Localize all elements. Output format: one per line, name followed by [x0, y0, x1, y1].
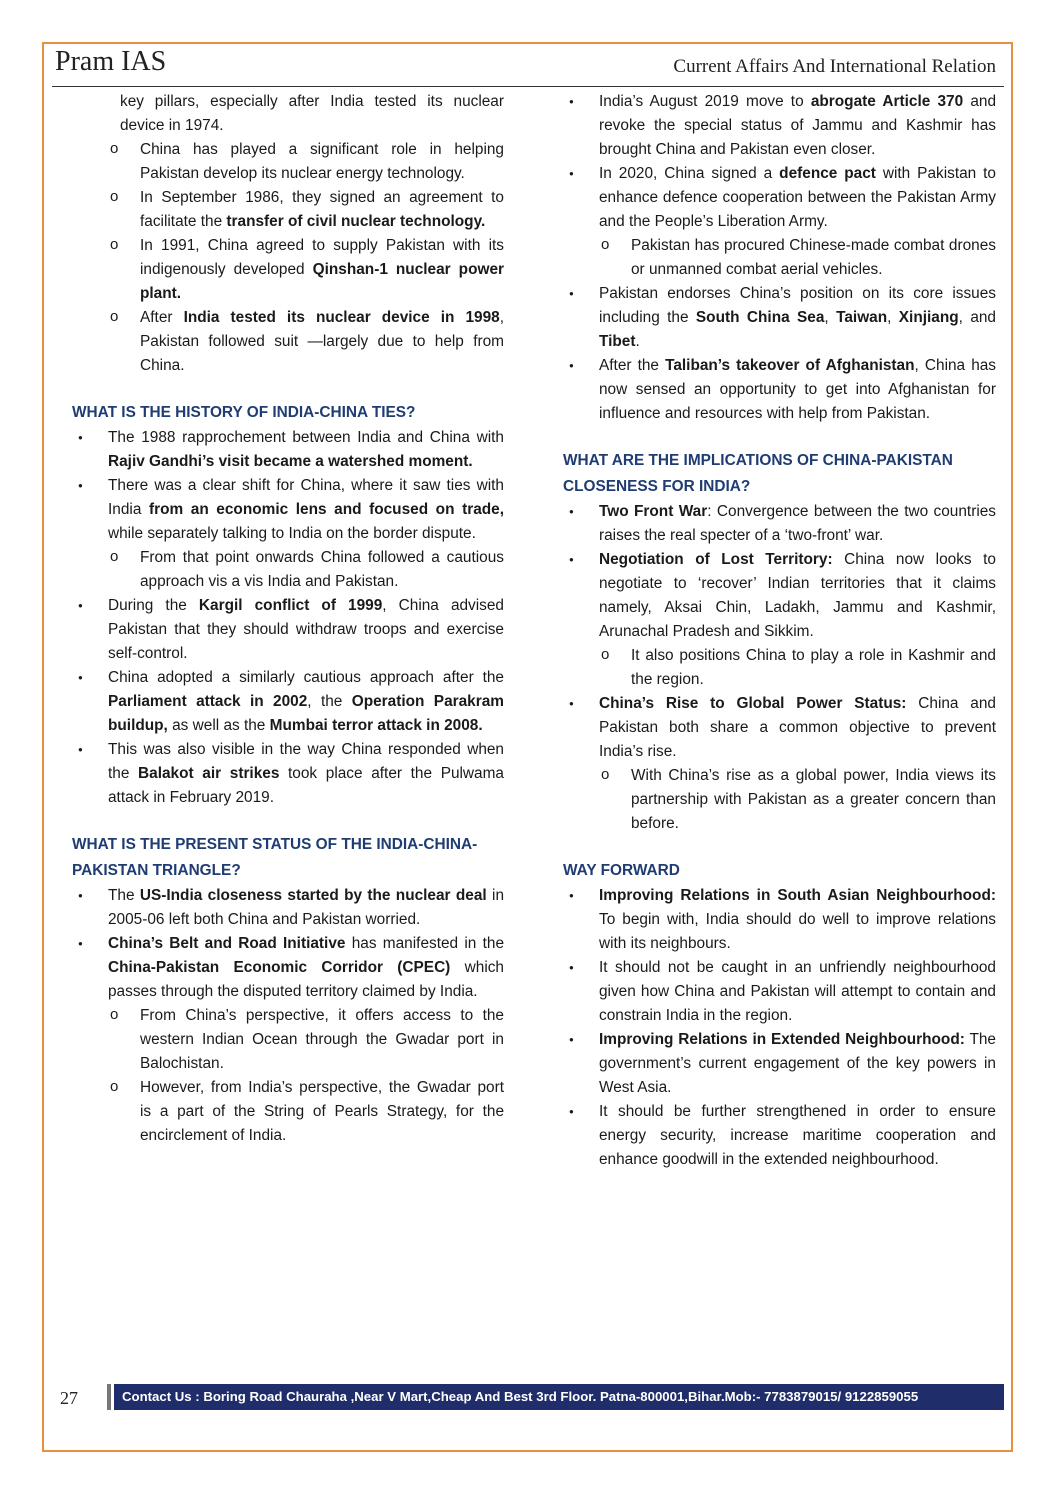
- list-item-continued: [72, 90, 504, 138]
- bold-text: Rajiv Gandhi’s visit became a watershed moment.: [108, 453, 473, 470]
- bullet-item: [563, 1100, 996, 1172]
- text: To begin with, India should do well to improve relations with its neighbours.: [599, 911, 996, 952]
- text: with Pakistan to enhance defence cooperation between the Pakistan Army and the People’s Liberation Army.: [599, 165, 996, 230]
- bullet-item: [72, 594, 504, 666]
- text: The: [108, 887, 140, 904]
- continued-text: key pillars, especially after India tested its nuclear device in 1974.: [120, 93, 504, 134]
- page-number: 27: [60, 1388, 78, 1408]
- text: , China advised Pakistan that they should withdraw troops and exercise self-control.: [108, 597, 504, 662]
- bullet-item: [72, 474, 504, 546]
- text: The government’s current engagement of the key powers in West Asia.: [599, 1031, 996, 1096]
- spacer: [563, 426, 996, 448]
- contact-bar: Contact Us : Boring Road Chauraha ,Near V Mart,Cheap And Best 3rd Floor. Patna-800001,Bihar.Mob:- 7783879015/ 9122859055: [114, 1384, 1004, 1410]
- text: In 1991, China agreed to supply Pakistan with its indigenously developed: [140, 237, 504, 278]
- text: : Convergence between the two countries raises the real specter of a ‘two-front’ war.: [599, 503, 996, 544]
- text: Pakistan endorses China’s position on its core issues including the: [599, 285, 996, 326]
- bullet-item: [563, 956, 996, 1028]
- bold-text: India tested its nuclear device in 1998: [183, 309, 500, 326]
- text: , China has now sensed an opportunity to get into Afghanistan for influence and resources with help from Pakistan.: [599, 357, 997, 422]
- sub-bullet: [563, 764, 996, 836]
- text: in 2005-06 left both China and Pakistan worried.: [108, 887, 505, 928]
- text: There was a clear shift for China, where it saw ties with India: [108, 477, 504, 518]
- bold-text: Taiwan: [836, 309, 888, 326]
- bold-text: from an economic lens and focused on trade,: [148, 501, 504, 518]
- text: has manifested in the: [345, 935, 504, 952]
- spacer: [563, 836, 996, 858]
- section-heading-history: WHAT IS THE HISTORY OF INDIA-CHINA TIES?: [72, 404, 416, 421]
- bold-text: Improving Relations in South Asian Neighbourhood:: [599, 887, 996, 904]
- bullet-item: [72, 884, 504, 932]
- sub-bullet: [563, 644, 996, 692]
- bold-text: Xinjiang: [898, 309, 959, 326]
- bold-text: Operation Parakram buildup,: [108, 693, 504, 734]
- bullet-item: [563, 90, 996, 162]
- footer-divider: [107, 1384, 111, 1410]
- bullet-item: [563, 500, 996, 548]
- spacer: [72, 378, 504, 400]
- sub-bullet: [72, 234, 504, 306]
- text: China adopted a similarly cautious approach after the: [108, 669, 504, 686]
- section-heading-present-status: WHAT IS THE PRESENT STATUS OF THE INDIA-CHINA-PAKISTAN TRIANGLE?: [72, 836, 478, 879]
- bold-text: Two Front War: [599, 503, 708, 520]
- bold-text: Kargil conflict of 1999: [198, 597, 383, 614]
- bullet-item: [72, 426, 504, 474]
- text: During the: [108, 597, 199, 614]
- text: , the: [307, 693, 352, 710]
- text: In 2020, China signed a: [599, 165, 780, 182]
- right-column: [563, 90, 996, 1172]
- text: After the: [599, 357, 666, 374]
- left-column: [72, 90, 504, 1148]
- bullet-item: [72, 738, 504, 810]
- bold-text: Improving Relations in Extended Neighbourhood:: [599, 1031, 965, 1048]
- bold-text: China-Pakistan Economic Corridor (CPEC): [108, 959, 451, 976]
- text: India’s August 2019 move to: [599, 93, 811, 110]
- sub-bullet: [72, 1004, 504, 1076]
- text: However, from India’s perspective, the Gwadar port is a part of the String of Pearls Strategy, for the encirclement of India.: [140, 1079, 504, 1144]
- bold-text: transfer of civil nuclear technology.: [226, 213, 486, 230]
- text: The 1988 rapprochement between India and China with: [108, 429, 504, 446]
- bullet-item: [563, 162, 996, 234]
- bullet-item: [563, 692, 996, 764]
- text: while separately talking to India on the border dispute.: [108, 525, 476, 542]
- bold-text: China’s Rise to Global Power Status:: [599, 695, 907, 712]
- bold-text: Mumbai terror attack in 2008.: [269, 717, 483, 734]
- text: From that point onwards China followed a cautious approach vis a vis India and Pakistan.: [140, 549, 504, 590]
- bold-text: defence pact: [779, 165, 876, 182]
- text: and revoke the special status of Jammu and Kashmir has brought China and Pakistan even closer.: [599, 93, 996, 158]
- sub-bullet: [72, 1076, 504, 1148]
- sub-bullet: [72, 306, 504, 378]
- text: , and: [958, 309, 996, 326]
- text: China now looks to negotiate to ‘recover’ Indian territories that it claims namely, Aksai Chin, Ladakh, Jammu and Kashmir, Arunachal Pradesh and Sikkim.: [599, 551, 996, 640]
- text: From China’s perspective, it offers access to the western Indian Ocean through the Gwadar port in Balochistan.: [140, 1007, 504, 1072]
- bold-text: South China Sea: [695, 309, 825, 326]
- bold-text: US-India closeness started by the nuclear deal: [139, 887, 487, 904]
- text: ,: [887, 309, 899, 326]
- sub-bullet: [72, 546, 504, 594]
- text: ,: [824, 309, 837, 326]
- text: .: [635, 333, 640, 350]
- section-heading-implications: WHAT ARE THE IMPLICATIONS OF CHINA-PAKISTAN CLOSENESS FOR INDIA?: [563, 452, 953, 495]
- header-rule: [52, 86, 1004, 87]
- bullet-item: [563, 548, 996, 644]
- bold-text: Qinshan-1 nuclear power plant.: [140, 261, 504, 302]
- text: Pakistan has procured Chinese-made combat drones or unmanned combat aerial vehicles.: [631, 237, 996, 278]
- bullet-item: [72, 666, 504, 738]
- text: It should not be caught in an unfriendly neighbourhood given how China and Pakistan will attempt to contain and constrain India in the region.: [599, 959, 996, 1024]
- text: as well as the: [167, 717, 270, 734]
- bullet-item: [563, 1028, 996, 1100]
- text: It should be further strengthened in order to ensure energy security, increase maritime cooperation and enhance goodwill in the extended neighbourhood.: [599, 1103, 996, 1168]
- bold-text: Tibet: [599, 333, 636, 350]
- text: It also positions China to play a role in Kashmir and the region.: [631, 647, 996, 688]
- bold-text: China’s Belt and Road Initiative: [108, 935, 346, 952]
- bullet-item: [563, 884, 996, 956]
- bold-text: abrogate Article 370: [810, 93, 964, 110]
- text: China has played a significant role in helping Pakistan develop its nuclear energy technology.: [140, 141, 504, 182]
- spacer: [72, 810, 504, 832]
- sub-bullet: [563, 234, 996, 282]
- bold-text: Balakot air strikes: [138, 765, 280, 782]
- bold-text: Negotiation of Lost Territory:: [599, 551, 833, 568]
- bullet-item: [563, 282, 996, 354]
- text: This was also visible in the way China responded when the: [108, 741, 504, 782]
- header-title: Current Affairs And International Relation: [673, 56, 996, 77]
- text: which passes through the disputed territory claimed by India.: [108, 959, 504, 1000]
- text: After: [140, 309, 184, 326]
- text: , Pakistan followed suit —largely due to help from China.: [140, 309, 504, 374]
- bullet-item: [563, 354, 996, 426]
- text: took place after the Pulwama attack in February 2019.: [108, 765, 504, 806]
- text: With China’s rise as a global power, India views its partnership with Pakistan as a greater concern than before.: [631, 767, 996, 832]
- bold-text: Parliament attack in 2002: [108, 693, 308, 710]
- section-heading-way-forward: WAY FORWARD: [563, 862, 680, 879]
- sub-bullet: [72, 138, 504, 186]
- text: China and Pakistan both share a common objective to prevent India’s rise.: [599, 695, 996, 760]
- bold-text: Taliban’s takeover of Afghanistan: [665, 357, 915, 374]
- text: In September 1986, they signed an agreement to facilitate the: [140, 189, 504, 230]
- bullet-item: [72, 932, 504, 1004]
- sub-bullet: [72, 186, 504, 234]
- page-footer: [52, 1384, 1004, 1411]
- brand-name: Pram IAS: [55, 46, 167, 77]
